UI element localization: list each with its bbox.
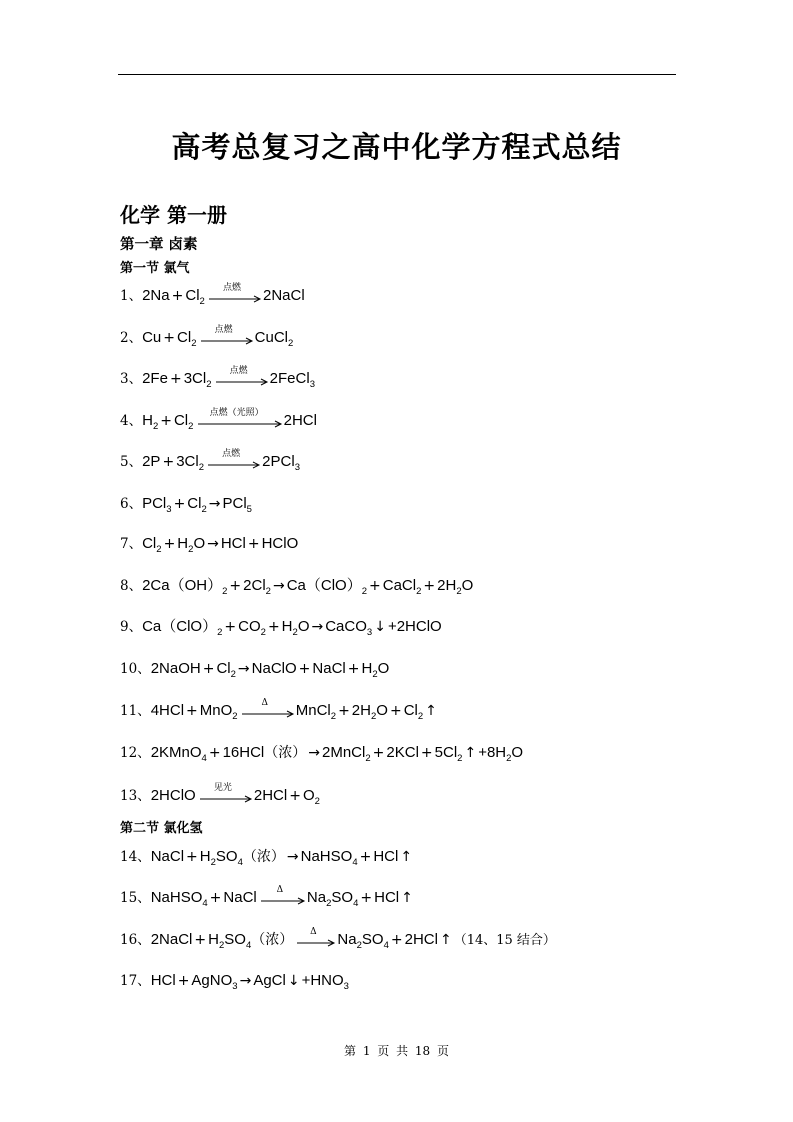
equation-11: 11、4HCl + MnO$_2$ Δ MnCl$_2$ + $2H_2O + Cl_2$ ↑ [120,698,437,722]
equation-number: 11、 [120,703,151,719]
reaction-condition: Δ [310,927,317,938]
equation-number: 7、 [120,536,143,552]
equation-13: 13、2HClO 见光 $2HCl + O_2$ [120,783,320,807]
concentrated-label: （浓） [251,932,294,948]
reaction-condition: 点燃 [222,283,241,294]
equation-number: 4、 [120,413,143,429]
equation-number: 13、 [120,788,151,804]
reaction-arrow [201,327,255,349]
equation-number: 3、 [120,371,143,387]
equation-12: 12、2KMnO$_4$ + 16HCl（浓） → 2MnCl$_2$ + $2KCl + 5Cl_2$ ↑ $+8H_2O$ [120,744,524,764]
book-heading: 化学 第一册 [120,203,227,227]
equation-17: 17、HCl + AgNO$_3$ → AgCl ↓ $+HNO_3$ [120,972,349,992]
equation-number: 1、 [120,288,143,304]
reaction-condition: 点燃 [222,449,241,460]
equation-14: 14、NaCl + $H_2SO_4$（浓） → NaHSO$_4$ + HCl ↑ [120,848,413,868]
reaction-condition: 点燃（光照） [209,408,264,419]
equation-number: 15、 [120,890,151,906]
equation-number: 6、 [120,496,143,512]
equation-number: 14、 [120,849,151,865]
equation-3: 3、$2Fe + 3Cl_2$ 点燃 2FeCl$_3$ [120,366,315,390]
equation-6: 6、$PCl_3 + Cl_2 \to PCl_5$ [120,495,252,515]
page-footer: 第 1 页 共 18 页 [344,1044,449,1058]
combination-note: （14、15 结合） [453,933,556,948]
chapter-heading: 第一章 卤素 [120,237,198,253]
reaction-condition: 见光 [213,783,232,794]
reaction-condition: 点燃 [214,325,233,336]
equation-10: 10、2NaOH + $Cl_2$ → NaClO + NaCl + $H_2O$ [120,660,390,680]
equation-number: 8、 [120,578,143,594]
equation-number: 16、 [120,932,151,948]
equation-5: 5、$2P + 3Cl_2$ 点燃 2PCl$_3$ [120,449,300,473]
reaction-condition: Δ [261,698,268,709]
equation-9: 9、$Ca(ClO)_2 + CO_2 + H_2O$ → CaCO$_3$ ↓ +2HClO [120,618,442,638]
equation-number: 2、 [120,330,143,346]
reaction-arrow [198,410,284,432]
reaction-arrow [261,887,307,909]
equation-2: 2、$Cu + Cl_2$ 点燃 CuCl$_2$ [120,325,294,349]
equation-7: 7、$Cl_2 + H_2O$ → HCl + HClO [120,535,299,555]
reaction-arrow [297,929,337,951]
reaction-arrow [242,700,296,722]
equation-number: 12、 [120,745,151,761]
reaction-condition: 点燃 [229,366,248,377]
page-title: 高考总复习之高中化学方程式总结 [171,130,622,164]
reaction-arrow [209,285,263,307]
equation-number: 5、 [120,454,143,470]
equation-16: 16、2NaCl + $H_2SO_4$（浓） Δ $Na_2SO_4 + 2HCl$ ↑ （14、15 结合） [120,927,556,951]
section-heading-chlorine: 第一节 氯气 [120,261,190,276]
equation-8: 8、$2Ca(OH)_2 + 2Cl_2 \to Ca(ClO)_2$ + CaCl$_2$ + $2H_2O$ [120,577,474,597]
concentrated-label: （浓） [242,849,285,865]
concentrated-label: （浓） [264,745,307,761]
header-rule [118,74,676,75]
reaction-arrow [208,451,262,473]
section-heading-hydrogen-chloride: 第二节 氯化氢 [120,821,203,836]
equation-number: 10、 [120,661,151,677]
equation-number: 9、 [120,619,143,635]
equation-4: 4、$H_2 + Cl_2$ 点燃（光照） 2HCl [120,408,317,432]
reaction-condition: Δ [276,885,284,896]
equation-1: 1、$2Na + Cl_2$ 点燃 2NaCl [120,283,305,307]
equation-15: 15、NaHSO$_4$ + NaCl Δ $Na_2SO_4$ + HCl ↑ [120,885,413,909]
equation-number: 17、 [120,973,151,989]
reaction-arrow [216,368,270,390]
reaction-arrow [200,785,254,807]
